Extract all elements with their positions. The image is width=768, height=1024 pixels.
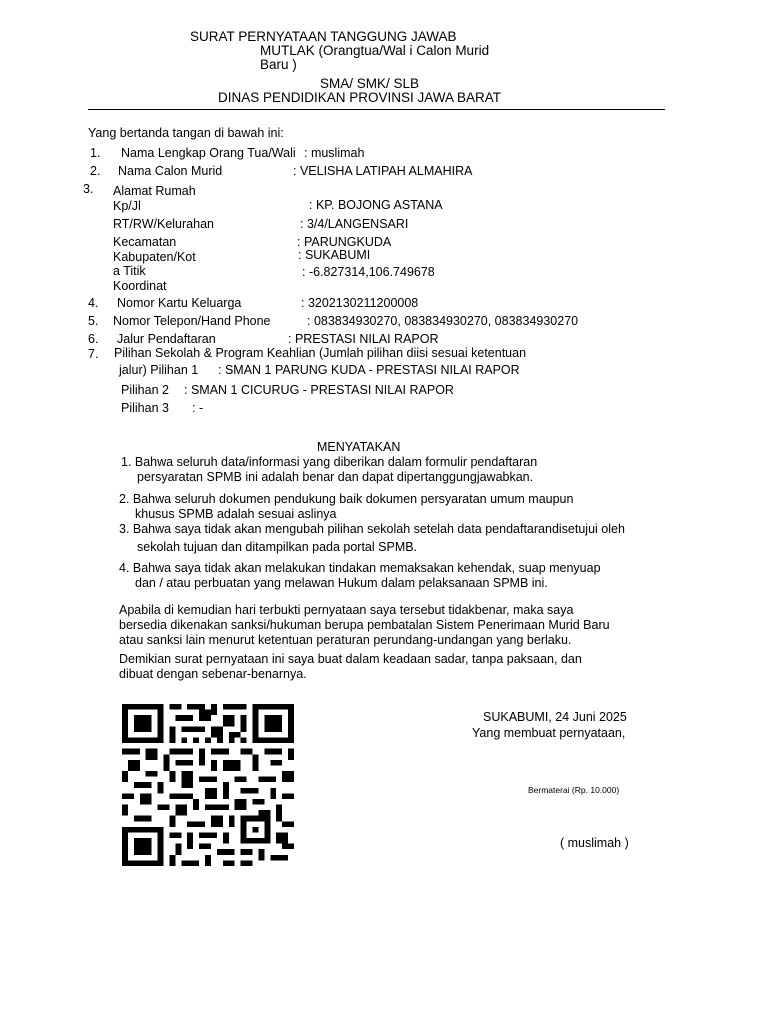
closing-1a: Apabila di kemudian hari terbukti pernyataan saya tersebut tidakbenar, maka saya <box>119 603 574 617</box>
field-4-label: Nomor Kartu Keluarga <box>117 296 242 310</box>
field-5-value: : 083834930270, 083834930270, 083834930270 <box>307 314 579 328</box>
header-divider <box>88 109 665 110</box>
field-4-value: : 3202130211200008 <box>301 296 419 310</box>
header-line5: DINAS PENDIDIKAN PROVINSI JAWA BARAT <box>218 90 502 105</box>
field-7-choice3-label: Pilihan 3 <box>121 401 169 415</box>
field-3-kpjl-value: : KP. BOJONG ASTANA <box>309 198 443 212</box>
header-line2: MUTLAK (Orangtua/Wal i Calon Murid <box>260 43 490 58</box>
field-2-number: 2. <box>90 164 101 178</box>
field-3-rtrw-label: RT/RW/Kelurahan <box>113 217 214 231</box>
field-7-label: Pilihan Sekolah & Program Keahlian (Jumlah pilihan diisi sesuai ketentuan <box>114 346 527 360</box>
signature-name: ( muslimah ) <box>560 836 629 850</box>
field-4-number: 4. <box>88 296 99 310</box>
closing-2a: Demikian surat pernyataan ini saya buat dalam keadaan sadar, tanpa paksaan, dan <box>119 652 582 666</box>
field-5-label: Nomor Telepon/Hand Phone <box>113 314 271 328</box>
field-3-titik-value: : -6.827314,106.749678 <box>302 265 435 279</box>
qr-code-icon <box>122 704 294 866</box>
field-3-label: Alamat Rumah <box>113 184 196 198</box>
field-3-kec-value: : PARUNGKUDA <box>297 235 392 249</box>
signature-materai: Bermaterai (Rp. 10.000) <box>528 785 620 795</box>
field-3-rtrw-value: : 3/4/LANGENSARI <box>300 217 409 231</box>
field-1-number: 1. <box>90 146 101 160</box>
field-3-kab-label: Kabupaten/Kot <box>113 250 196 264</box>
field-7-choice1-value: : SMAN 1 PARUNG KUDA - PRESTASI NILAI RAPOR <box>218 363 520 377</box>
field-3-kab-value: : SUKABUMI <box>298 248 371 262</box>
header-line4: SMA/ SMK/ SLB <box>320 76 420 91</box>
signature-maker: Yang membuat pernyataan, <box>472 726 626 740</box>
field-2-label: Nama Calon Murid <box>118 164 223 178</box>
intro-text: Yang bertanda tangan di bawah ini: <box>88 126 284 140</box>
field-7-number: 7. <box>88 347 99 361</box>
statement-4a: 4. Bahwa saya tidak akan melakukan tindakan memaksakan kehendak, suap menyuap <box>119 561 601 575</box>
header-line3: Baru ) <box>260 57 297 72</box>
statement-title: MENYATAKAN <box>317 440 401 454</box>
statement-1b: persyaratan SPMB ini adalah benar dan dapat dipertanggungjawabkan. <box>137 470 534 484</box>
field-3-kpjl-label: Kp/Jl <box>113 199 141 213</box>
statement-1a: 1. Bahwa seluruh data/informasi yang diberikan dalam formulir pendaftaran <box>121 455 538 469</box>
field-2-value: : VELISHA LATIPAH ALMAHIRA <box>293 164 473 178</box>
closing-1c: atau sanksi lain menurut ketentuan peraturan perundang-undangan yang berlaku. <box>119 633 572 647</box>
field-5-number: 5. <box>88 314 99 328</box>
field-1-value: : muslimah <box>304 146 365 160</box>
field-3-number: 3. <box>83 182 94 196</box>
statement-2b: khusus SPMB adalah sesuai aslinya <box>135 507 337 521</box>
statement-4b: dan / atau perbuatan yang melawan Hukum dalam pelaksanaan SPMB ini. <box>135 576 548 590</box>
field-7-choice3-value: : - <box>192 401 204 415</box>
field-6-number: 6. <box>88 332 99 346</box>
statement-3b: sekolah tujuan dan ditampilkan pada portal SPMB. <box>137 540 418 554</box>
field-7-choice2-label: Pilihan 2 <box>121 383 169 397</box>
field-6-value: : PRESTASI NILAI RAPOR <box>288 332 439 346</box>
closing-2b: dibuat dengan sebenar-benarnya. <box>119 667 307 681</box>
field-3-koordinat-label: Koordinat <box>113 279 167 293</box>
field-3-titik-label: a Titik <box>113 264 146 278</box>
field-3-kec-label: Kecamatan <box>113 235 177 249</box>
statement-3a: 3. Bahwa saya tidak akan mengubah pilihan sekolah setelah data pendaftarandisetujui oleh <box>119 522 625 536</box>
statement-2a: 2. Bahwa seluruh dokumen pendukung baik dokumen persyaratan umum maupun <box>119 492 574 506</box>
header-line1: SURAT PERNYATAAN TANGGUNG JAWAB <box>190 29 457 44</box>
field-7-choice1-label: jalur) Pilihan 1 <box>119 363 199 377</box>
field-6-label: Jalur Pendaftaran <box>117 332 216 346</box>
signature-place-date: SUKABUMI, 24 Juni 2025 <box>483 710 627 724</box>
field-1-label: Nama Lengkap Orang Tua/Wali <box>121 146 296 160</box>
closing-1b: bersedia dikenakan sanksi/hukuman berupa pembatalan Sistem Penerimaan Murid Baru <box>119 618 610 632</box>
field-7-choice2-value: : SMAN 1 CICURUG - PRESTASI NILAI RAPOR <box>184 383 454 397</box>
